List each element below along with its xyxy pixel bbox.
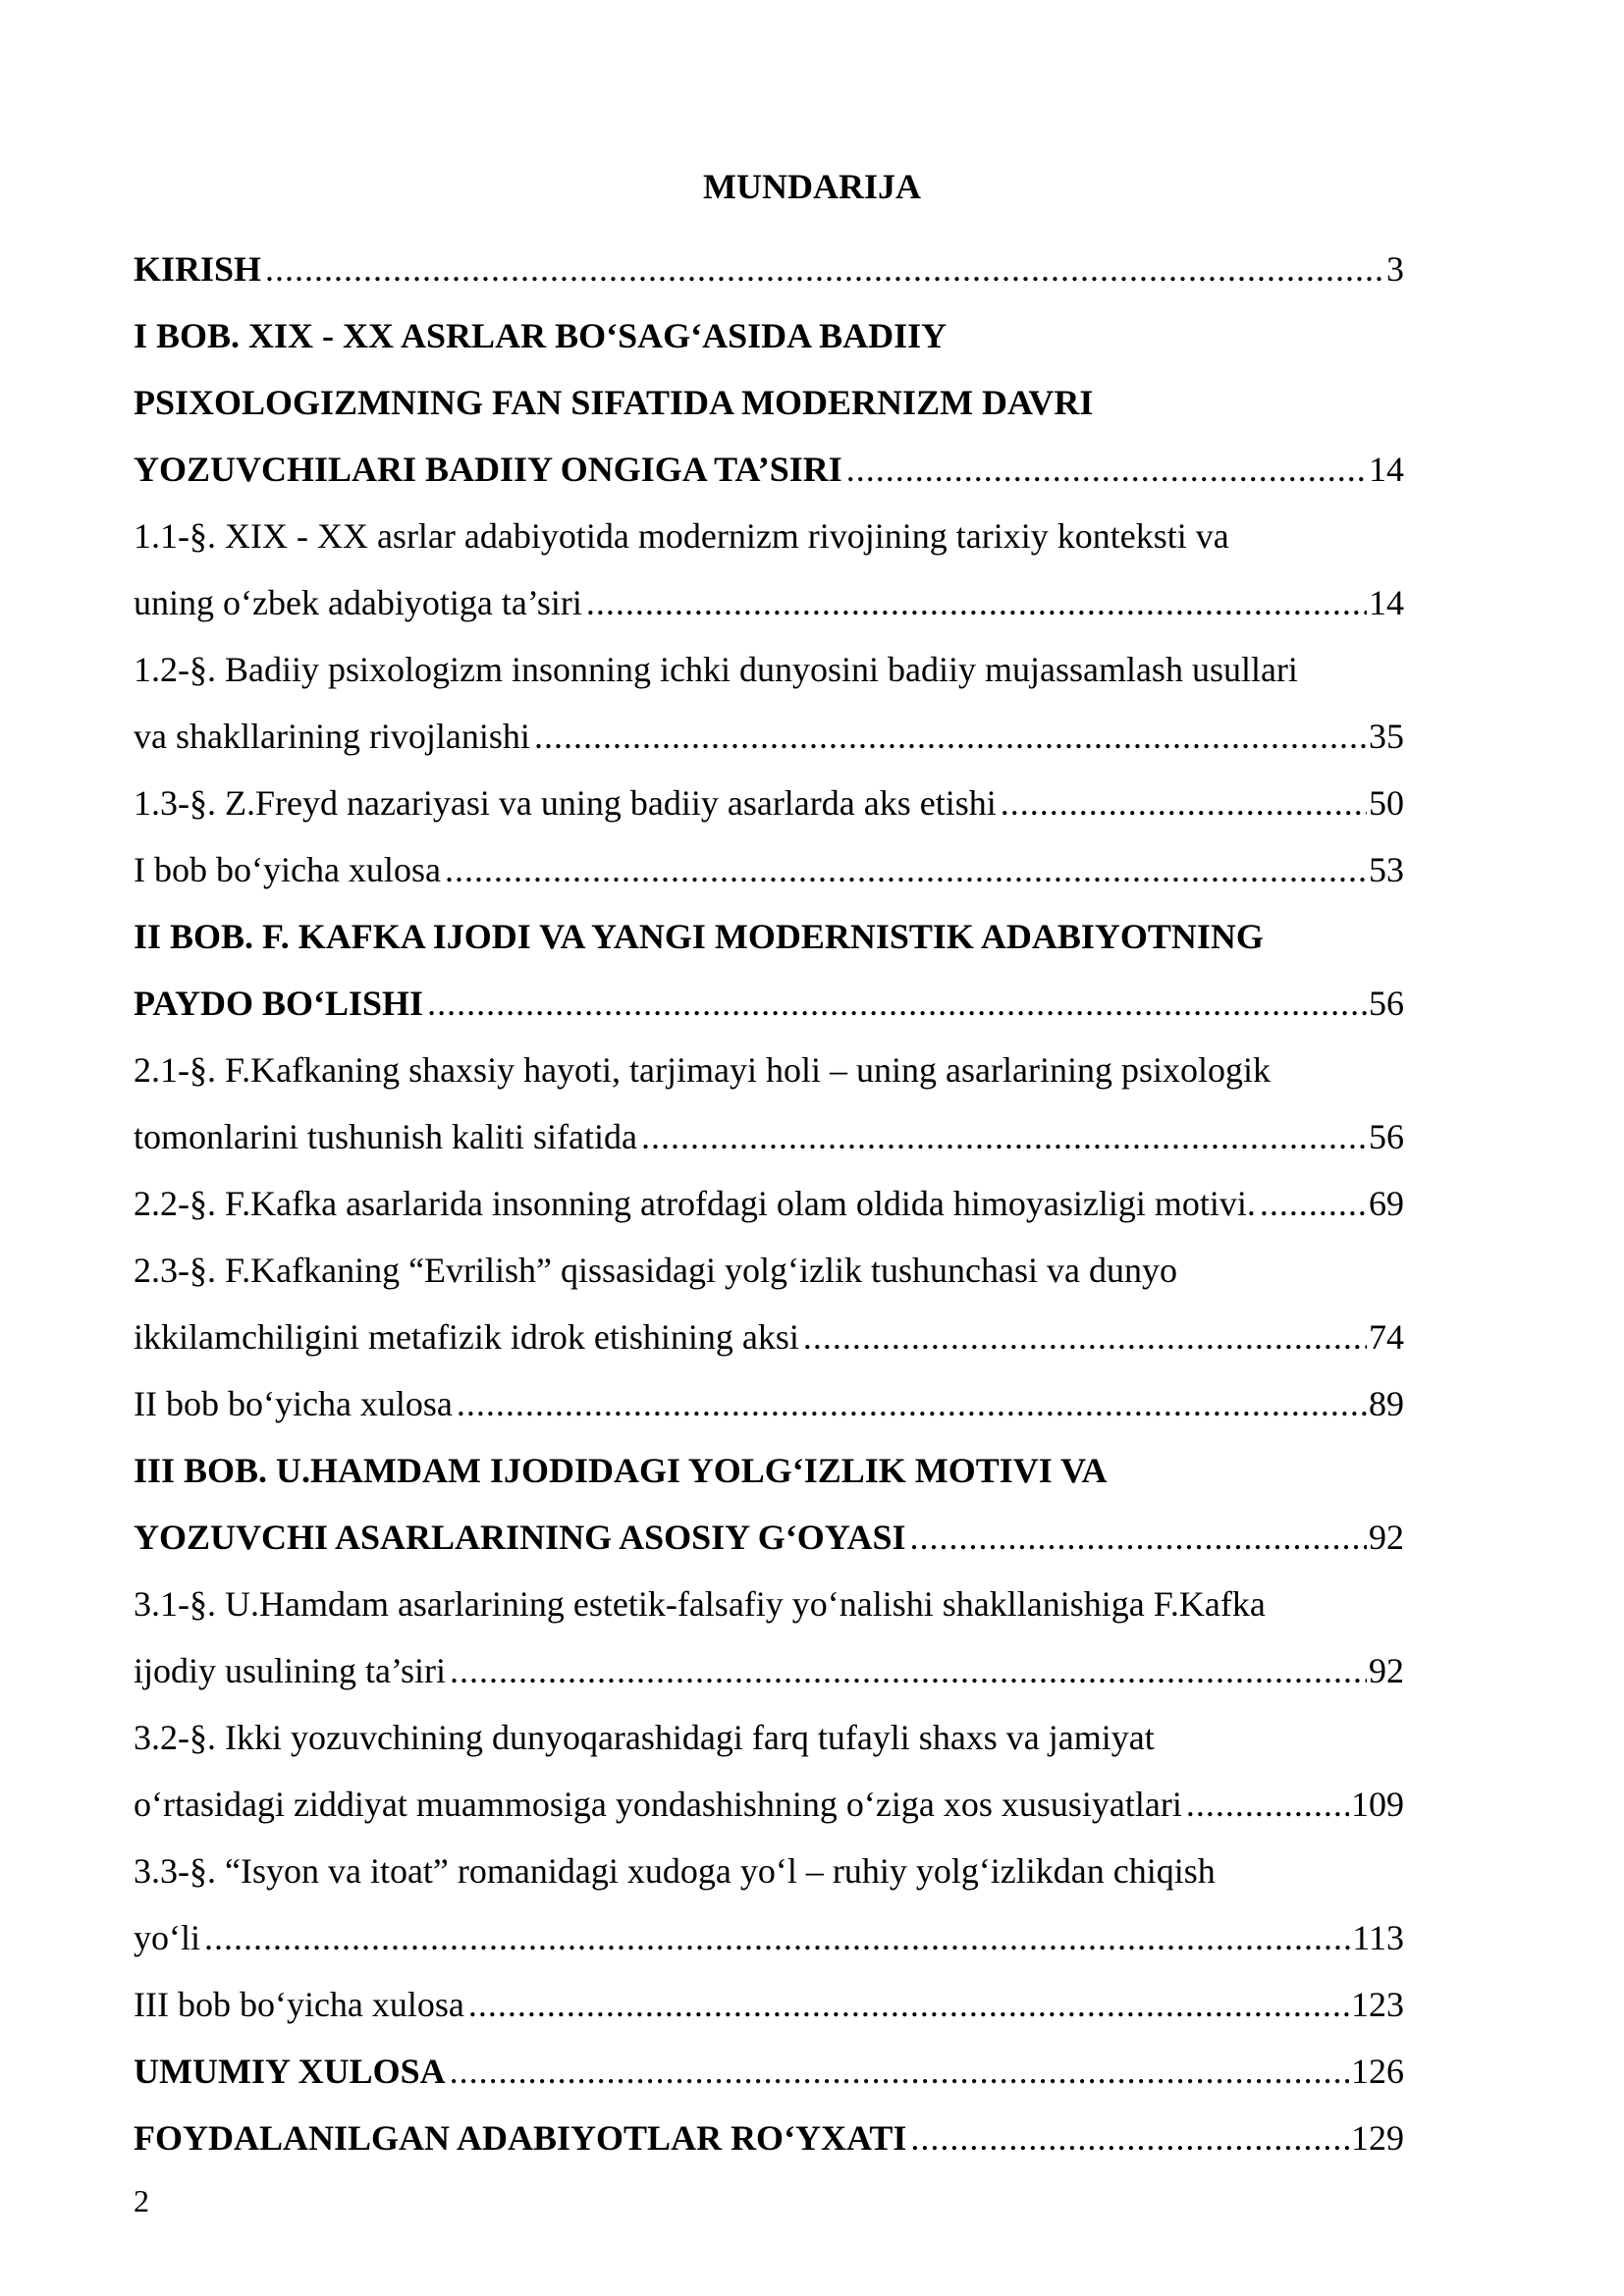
toc-page-number: 109 [1351, 1785, 1404, 1824]
dot-leader [1001, 770, 1367, 836]
dot-leader [427, 970, 1367, 1037]
toc-entry-text: 2.3-§. F.Kafkaning “Evrilish” qissasidagi yolg‘izlik tushunchasi va dunyo [134, 1251, 1177, 1290]
dot-leader [450, 2038, 1349, 2105]
toc-page-number: 3 [1386, 249, 1404, 289]
toc-entry-text: 1.2-§. Badiiy psixologizm insonning ichki dunyosini badiiy mujassamlash usullari [134, 650, 1298, 689]
toc-entry-text: I bob bo‘yicha xulosa [134, 850, 441, 889]
toc-entry-text: I BOB. XIX - XX ASRLAR BO‘SAG‘ASIDA BADIIY [134, 316, 947, 355]
toc-entry[interactable] [134, 636, 1404, 770]
toc-entry-text: yo‘li [134, 1918, 200, 1957]
toc-page-number: 69 [1369, 1184, 1404, 1223]
toc-entry-text: YOZUVCHILARI BADIIY ONGIGA TA’SIRI [134, 450, 842, 489]
toc-entry-text: III BOB. U.HAMDAM IJODIDAGI YOLG‘IZLIK MOTIVI VA [134, 1451, 1108, 1490]
dot-leader [586, 569, 1367, 636]
toc-entry[interactable] [134, 503, 1404, 636]
toc-page-number: 123 [1351, 1985, 1404, 2024]
page-number: 2 [134, 2183, 149, 2218]
dot-leader [803, 1304, 1367, 1370]
toc-entry[interactable] [134, 1170, 1404, 1237]
toc-entry[interactable] [134, 1037, 1404, 1170]
toc-page-number: 92 [1369, 1651, 1404, 1690]
toc-entry[interactable] [134, 770, 1404, 836]
toc-page-number: 92 [1369, 1518, 1404, 1557]
toc-entry-text: o‘rtasidagi ziddiyat muammosiga yondashishning o‘ziga xos xususiyatlari [134, 1785, 1182, 1824]
toc-entry-text: YOZUVCHI ASARLARINING ASOSIY G‘OYASI [134, 1518, 906, 1557]
toc-entry-text: KIRISH [134, 249, 262, 289]
toc-page-number: 126 [1351, 2052, 1404, 2091]
toc-entry-text: II BOB. F. KAFKA IJODI VA YANGI MODERNISTIK ADABIYOTNING [134, 917, 1264, 956]
toc-entry-text: FOYDALANILGAN ADABIYOTLAR RO‘YXATI [134, 2118, 907, 2158]
toc-entry-text: 2.2-§. F.Kafka asarlarida insonning atrofdagi olam oldida himoyasizligi motivi. [134, 1184, 1256, 1223]
toc-entry[interactable] [134, 1971, 1404, 2038]
toc-entry-text: 3.1-§. U.Hamdam asarlarining estetik-falsafiy yo‘nalishi shakllanishiga F.Kafka [134, 1584, 1266, 1624]
toc-entry-text: 3.3-§. “Isyon va itoat” romanidagi xudoga yo‘l – ruhiy yolg‘izlikdan chiqish [134, 1851, 1216, 1891]
dot-leader [534, 703, 1367, 770]
toc-entry-text: 3.2-§. Ikki yozuvchining dunyoqarashidagi farq tufayli shaxs va jamiyat [134, 1718, 1155, 1757]
toc-page-number: 113 [1352, 1918, 1404, 1957]
toc-entry[interactable] [134, 302, 1404, 503]
toc-page-number: 53 [1369, 850, 1404, 889]
toc-entry[interactable] [134, 236, 1404, 302]
toc-entry[interactable] [134, 1838, 1404, 1971]
toc-entry-text: 2.1-§. F.Kafkaning shaxsiy hayoti, tarjimayi holi – uning asarlarining psixologik [134, 1050, 1271, 1090]
dot-leader [204, 1904, 1350, 1971]
toc-entry-text: III bob bo‘yicha xulosa [134, 1985, 464, 2024]
table-of-contents [134, 236, 1404, 2171]
toc-entry-text: ijodiy usulining ta’siri [134, 1651, 447, 1690]
toc-entry[interactable] [134, 1370, 1404, 1437]
toc-entry-text: PAYDO BO‘LISHI [134, 984, 424, 1023]
dot-leader [1186, 1771, 1349, 1838]
toc-page-number: 89 [1369, 1384, 1404, 1423]
toc-entry[interactable] [134, 1437, 1404, 1571]
toc-page-number: 56 [1369, 984, 1404, 1023]
toc-page-number: 56 [1369, 1117, 1404, 1156]
toc-entry[interactable] [134, 2105, 1404, 2171]
toc-page-number: 74 [1369, 1317, 1404, 1357]
dot-leader [910, 2105, 1349, 2171]
dot-leader [445, 836, 1367, 903]
toc-entry[interactable] [134, 1704, 1404, 1838]
toc-page-number: 129 [1351, 2118, 1404, 2158]
toc-entry[interactable] [134, 903, 1404, 1037]
toc-page-number: 50 [1369, 783, 1404, 823]
toc-page-number: 14 [1369, 450, 1404, 489]
dot-leader [910, 1504, 1367, 1571]
toc-page-number: 35 [1369, 717, 1404, 756]
dot-leader [450, 1637, 1367, 1704]
toc-entry-text: va shakllarining rivojlanishi [134, 717, 530, 756]
toc-entry[interactable] [134, 1237, 1404, 1370]
toc-entry-text: ikkilamchiligini metafizik idrok etishining aksi [134, 1317, 799, 1357]
toc-entry[interactable] [134, 2038, 1404, 2105]
toc-entry-text: uning o‘zbek adabiyotiga ta’siri [134, 583, 582, 622]
toc-entry-text: II bob bo‘yicha xulosa [134, 1384, 453, 1423]
dot-leader [457, 1370, 1367, 1437]
toc-page-number: 14 [1369, 583, 1404, 622]
toc-entry-text: 1.3-§. Z.Freyd nazariyasi va uning badiiy asarlarda aks etishi [134, 783, 997, 823]
dot-leader [468, 1971, 1349, 2038]
dot-leader [1260, 1170, 1367, 1237]
dot-leader [641, 1103, 1367, 1170]
toc-entry[interactable] [134, 836, 1404, 903]
toc-entry-text: UMUMIY XULOSA [134, 2052, 446, 2091]
toc-entry[interactable] [134, 1571, 1404, 1704]
toc-title: MUNDARIJA [703, 167, 921, 206]
dot-leader [265, 236, 1384, 302]
toc-entry-text: PSIXOLOGIZMNING FAN SIFATIDA MODERNIZM DAVRI [134, 383, 1094, 422]
toc-entry-text: tomonlarini tushunish kaliti sifatida [134, 1117, 637, 1156]
dot-leader [846, 436, 1367, 503]
toc-entry-text: 1.1-§. XIX - XX asrlar adabiyotida modernizm rivojining tarixiy konteksti va [134, 516, 1229, 556]
